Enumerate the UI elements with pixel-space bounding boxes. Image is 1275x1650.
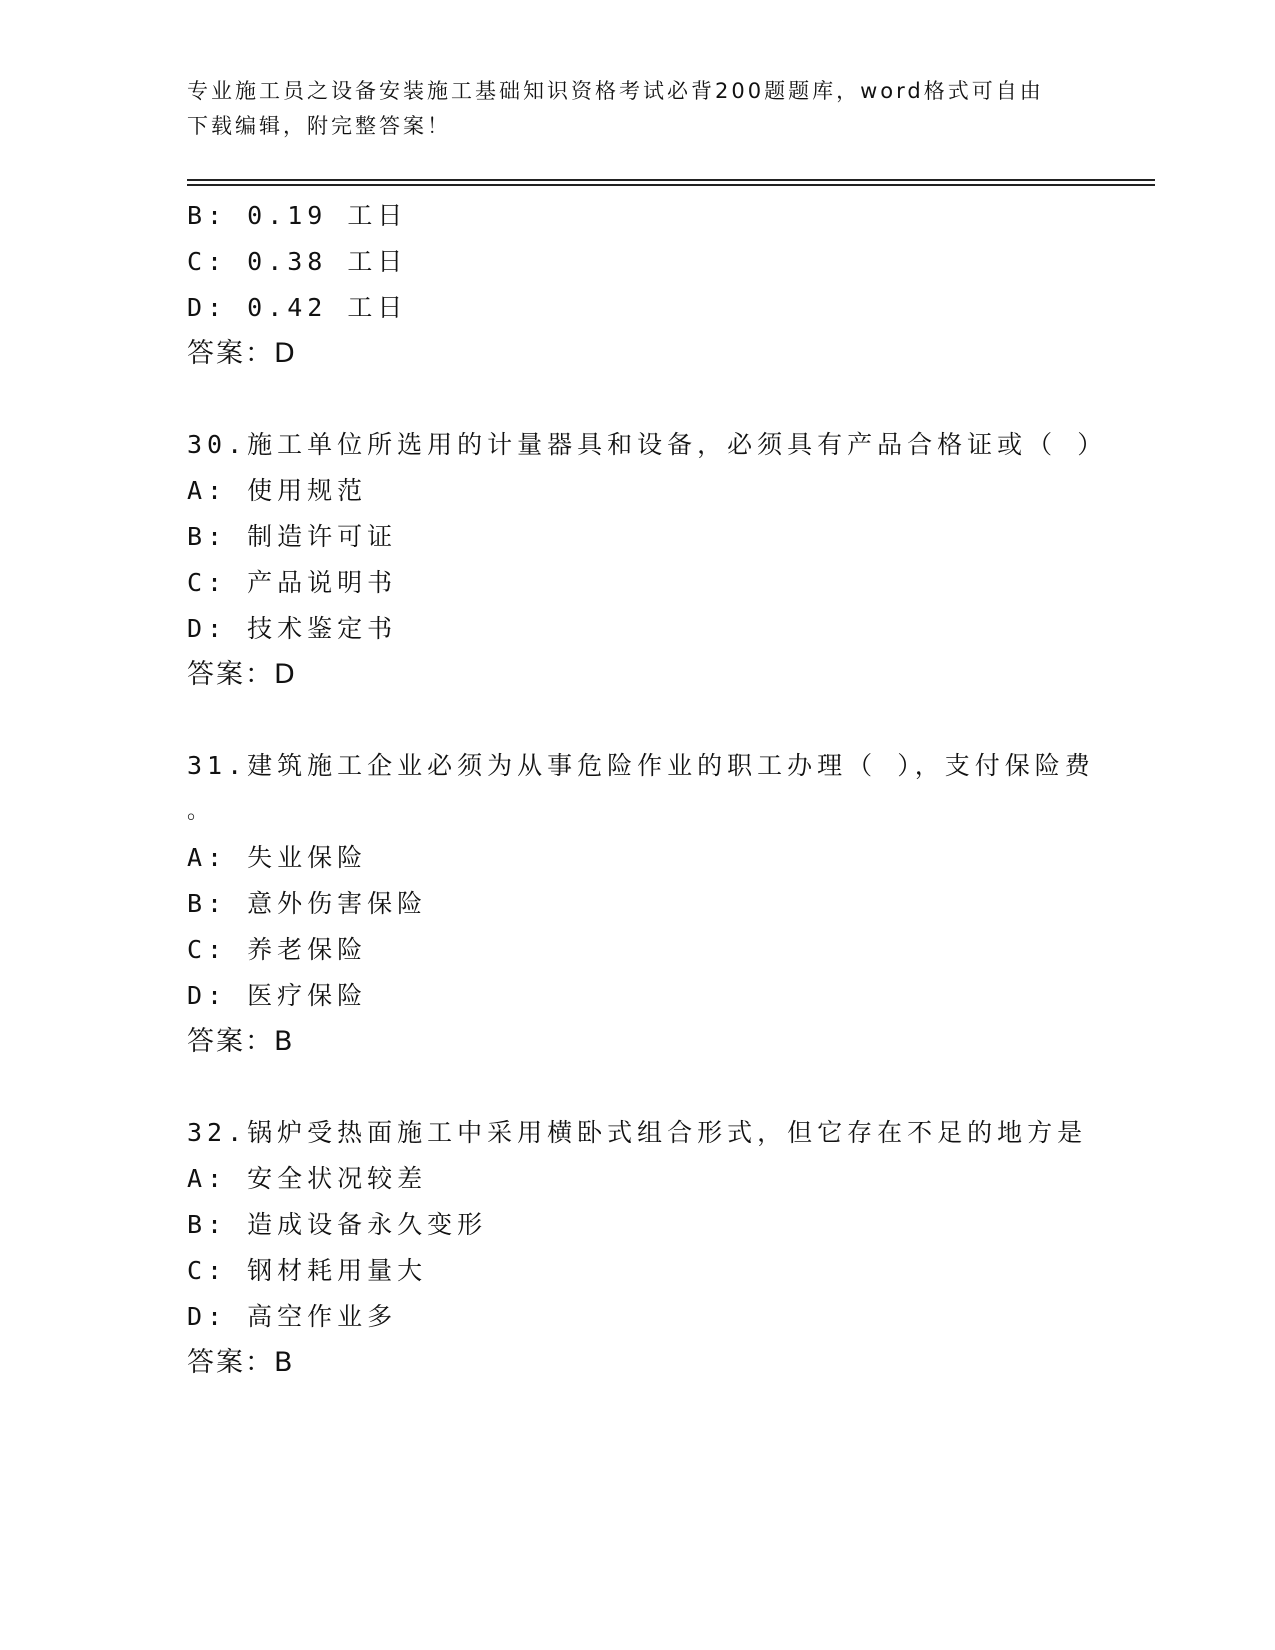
question-block-previous xyxy=(187,193,1087,377)
option-a: A: 使用规范 xyxy=(187,476,368,505)
question-stem-continuation: 。 xyxy=(187,799,210,824)
answer-label: 答案：D xyxy=(187,659,297,690)
answer-label: 答案：D xyxy=(187,338,297,369)
option-a: A: 安全状况较差 xyxy=(187,1164,428,1193)
option-c: C: 钢材耗用量大 xyxy=(187,1256,428,1285)
option-c: C: 养老保险 xyxy=(187,935,368,964)
option-c: C: 0.38 工日 xyxy=(187,247,408,276)
question-block-31 xyxy=(187,743,1095,1065)
question-stem: 30.施工单位所选用的计量器具和设备，必须具有产品合格证或（ ） xyxy=(187,430,1108,459)
option-a: A: 失业保险 xyxy=(187,843,368,872)
option-d: D: 技术鉴定书 xyxy=(187,614,398,643)
header-line-1: 专业施工员之设备安装施工基础知识资格考试必背200题题库，word格式可自由 xyxy=(187,79,1044,103)
question-block-30 xyxy=(187,422,1108,698)
header-divider-bottom xyxy=(187,184,1155,186)
document-header xyxy=(187,74,1087,144)
spacer xyxy=(187,1065,1087,1110)
option-d: D: 高空作业多 xyxy=(187,1302,398,1331)
option-b: B: 意外伤害保险 xyxy=(187,889,428,918)
spacer xyxy=(187,377,1087,422)
option-d: D: 医疗保险 xyxy=(187,981,368,1010)
option-c: C: 产品说明书 xyxy=(187,568,398,597)
question-stem: 31.建筑施工企业必须为从事危险作业的职工办理（ ），支付保险费 xyxy=(187,751,1095,780)
option-b: B: 0.19 工日 xyxy=(187,201,408,230)
answer-label: 答案：B xyxy=(187,1347,295,1378)
option-b: B: 制造许可证 xyxy=(187,522,398,551)
question-block-32 xyxy=(187,1110,1087,1386)
header-line-2: 下载编辑，附完整答案！ xyxy=(187,114,451,138)
question-stem: 32.锅炉受热面施工中采用横卧式组合形式，但它存在不足的地方是 xyxy=(187,1118,1088,1147)
option-d: D: 0.42 工日 xyxy=(187,293,408,322)
answer-label: 答案：B xyxy=(187,1026,295,1057)
option-b: B: 造成设备永久变形 xyxy=(187,1210,488,1239)
question-list xyxy=(187,193,1108,1386)
header-divider-top xyxy=(187,179,1155,181)
spacer xyxy=(187,698,1087,743)
